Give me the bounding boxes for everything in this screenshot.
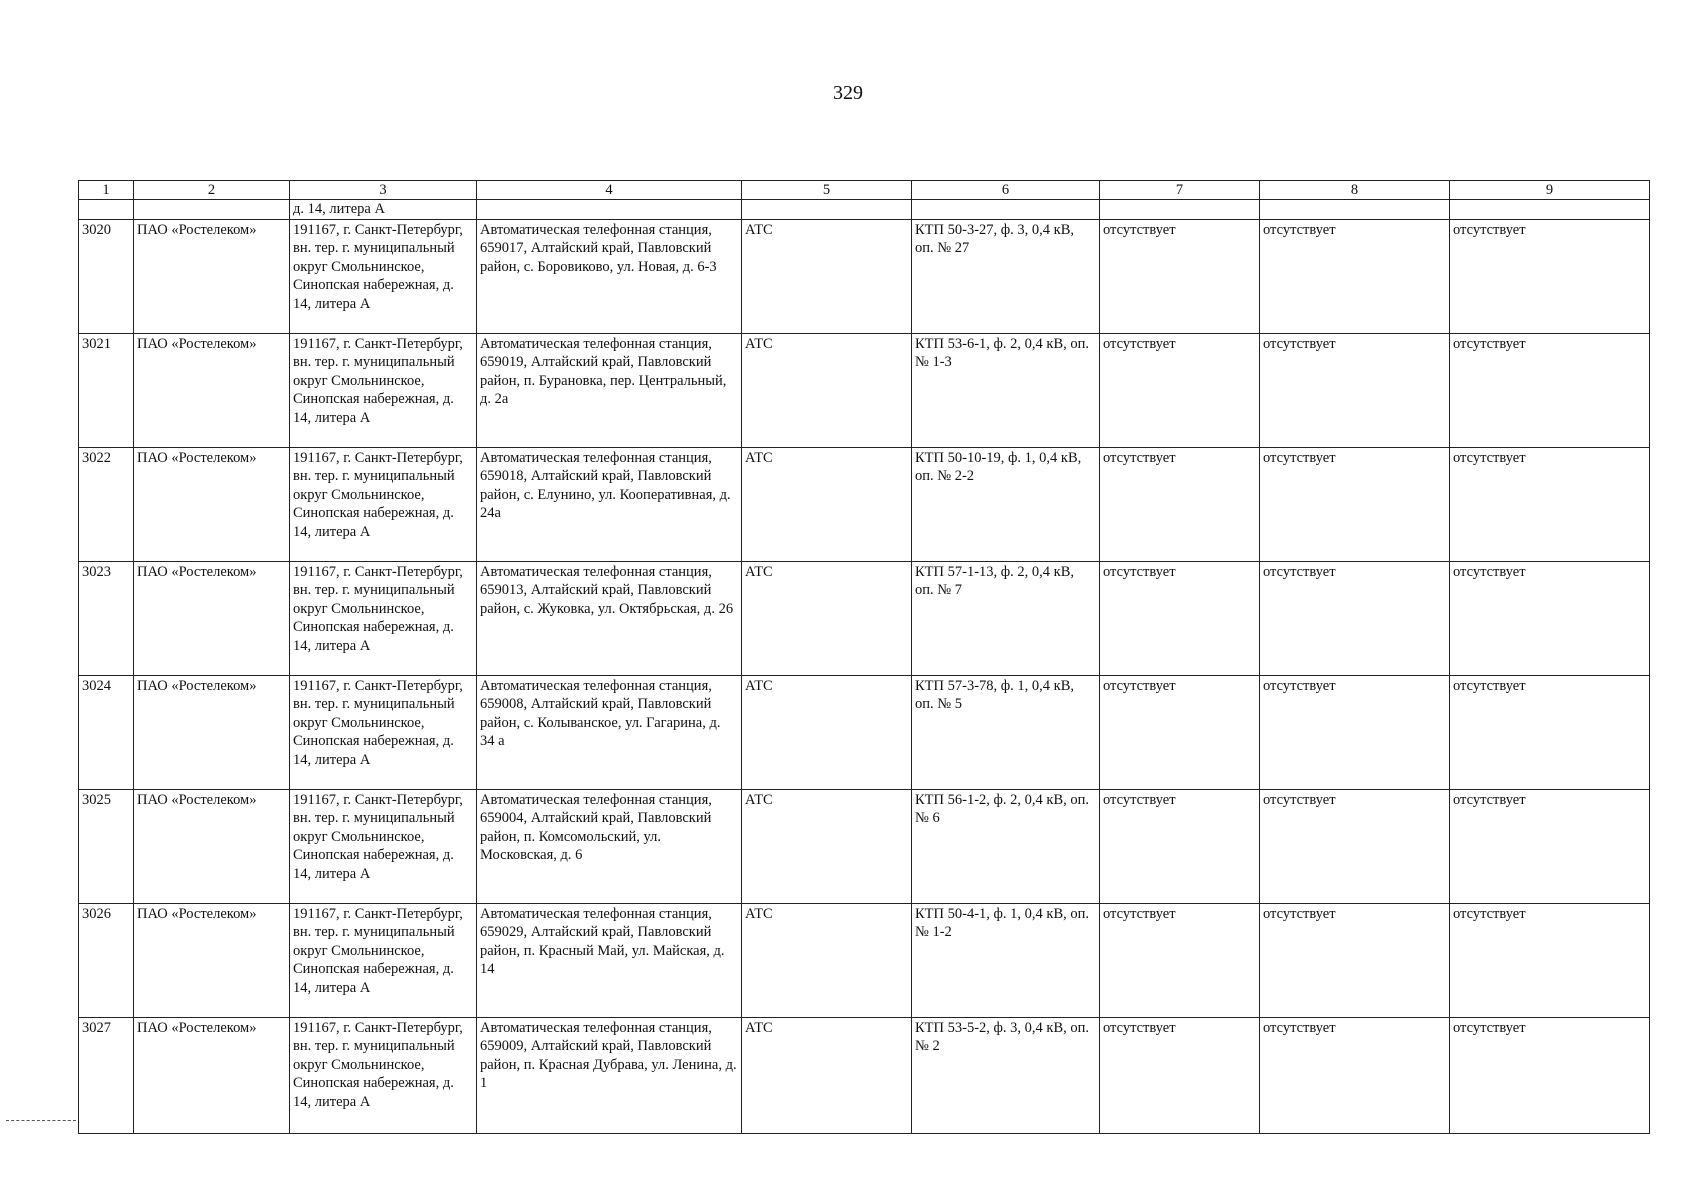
column-header: 6 <box>912 181 1100 200</box>
col9-cell: отсутствует <box>1450 561 1650 675</box>
col8-cell: отсутствует <box>1260 219 1450 333</box>
type-cell: АТС <box>742 561 912 675</box>
owner-address-cell: 191167, г. Санкт-Петербург, вн. тер. г. муниципальный округ Смольнинское, Синопская набережная, д. 14, литера А <box>290 903 477 1017</box>
col8-cell: отсутствует <box>1260 789 1450 903</box>
table-cell <box>79 200 134 220</box>
type-cell: АТС <box>742 1017 912 1133</box>
row-number: 3023 <box>79 561 134 675</box>
table-cell <box>742 200 912 220</box>
column-header: 9 <box>1450 181 1650 200</box>
col8-cell: отсутствует <box>1260 903 1450 1017</box>
table-row <box>79 447 1650 561</box>
table-row <box>79 789 1650 903</box>
table-row <box>79 675 1650 789</box>
table-cell <box>134 200 290 220</box>
connection-cell: КТП 57-1-13, ф. 2, 0,4 кВ, оп. № 7 <box>912 561 1100 675</box>
col8-cell: отсутствует <box>1260 447 1450 561</box>
owner-address-cell: 191167, г. Санкт-Петербург, вн. тер. г. муниципальный округ Смольнинское, Синопская набережная, д. 14, литера А <box>290 675 477 789</box>
connection-cell: КТП 56-1-2, ф. 2, 0,4 кВ, оп. № 6 <box>912 789 1100 903</box>
column-header: 5 <box>742 181 912 200</box>
owner-address-cell: 191167, г. Санкт-Петербург, вн. тер. г. муниципальный округ Смольнинское, Синопская набережная, д. 14, литера А <box>290 561 477 675</box>
owner-address-cell: 191167, г. Санкт-Петербург, вн. тер. г. муниципальный округ Смольнинское, Синопская набережная, д. 14, литера А <box>290 1017 477 1133</box>
row-number: 3021 <box>79 333 134 447</box>
owner-cell: ПАО «Ростелеком» <box>134 333 290 447</box>
connection-cell: КТП 50-10-19, ф. 1, 0,4 кВ, оп. № 2-2 <box>912 447 1100 561</box>
registry-table <box>78 180 1650 1134</box>
row-number: 3027 <box>79 1017 134 1133</box>
object-cell: Автоматическая телефонная станция, 659009, Алтайский край, Павловский район, п. Красная Дубрава, ул. Ленина, д. 1 <box>477 1017 742 1133</box>
row-number: 3025 <box>79 789 134 903</box>
page-number: 329 <box>833 82 863 104</box>
connection-cell: КТП 50-4-1, ф. 1, 0,4 кВ, оп. № 1-2 <box>912 903 1100 1017</box>
col7-cell: отсутствует <box>1100 675 1260 789</box>
object-cell: Автоматическая телефонная станция, 659018, Алтайский край, Павловский район, с. Елунино, ул. Кооперативная, д. 24а <box>477 447 742 561</box>
column-header: 4 <box>477 181 742 200</box>
table-cell <box>477 200 742 220</box>
col9-cell: отсутствует <box>1450 675 1650 789</box>
table-cell <box>912 200 1100 220</box>
type-cell: АТС <box>742 447 912 561</box>
col8-cell: отсутствует <box>1260 1017 1450 1133</box>
col8-cell: отсутствует <box>1260 561 1450 675</box>
owner-address-cell: 191167, г. Санкт-Петербург, вн. тер. г. муниципальный округ Смольнинское, Синопская набережная, д. 14, литера А <box>290 789 477 903</box>
table-cell: д. 14, литера А <box>290 200 477 220</box>
column-header: 3 <box>290 181 477 200</box>
table-row <box>79 903 1650 1017</box>
owner-cell: ПАО «Ростелеком» <box>134 903 290 1017</box>
col7-cell: отсутствует <box>1100 333 1260 447</box>
row-number: 3022 <box>79 447 134 561</box>
col8-cell: отсутствует <box>1260 675 1450 789</box>
column-header: 2 <box>134 181 290 200</box>
type-cell: АТС <box>742 903 912 1017</box>
object-cell: Автоматическая телефонная станция, 659029, Алтайский край, Павловский район, п. Красный Май, ул. Майская, д. 14 <box>477 903 742 1017</box>
owner-address-cell: 191167, г. Санкт-Петербург, вн. тер. г. муниципальный округ Смольнинское, Синопская набережная, д. 14, литера А <box>290 447 477 561</box>
table-cell <box>1260 200 1450 220</box>
table-row <box>79 333 1650 447</box>
col9-cell: отсутствует <box>1450 447 1650 561</box>
type-cell: АТС <box>742 789 912 903</box>
table-row <box>79 561 1650 675</box>
object-cell: Автоматическая телефонная станция, 659019, Алтайский край, Павловский район, п. Бурановка, пер. Центральный, д. 2а <box>477 333 742 447</box>
object-cell: Автоматическая телефонная станция, 659008, Алтайский край, Павловский район, с. Колыванское, ул. Гагарина, д. 34 а <box>477 675 742 789</box>
col9-cell: отсутствует <box>1450 1017 1650 1133</box>
table-cell <box>1100 200 1260 220</box>
row-number: 3024 <box>79 675 134 789</box>
column-header: 8 <box>1260 181 1450 200</box>
scan-margin-mark <box>6 1120 76 1121</box>
table-row <box>79 1017 1650 1133</box>
col7-cell: отсутствует <box>1100 1017 1260 1133</box>
owner-address-cell: 191167, г. Санкт-Петербург, вн. тер. г. муниципальный округ Смольнинское, Синопская набережная, д. 14, литера А <box>290 219 477 333</box>
col9-cell: отсутствует <box>1450 333 1650 447</box>
type-cell: АТС <box>742 333 912 447</box>
type-cell: АТС <box>742 675 912 789</box>
object-cell: Автоматическая телефонная станция, 659017, Алтайский край, Павловский район, с. Боровиково, ул. Новая, д. 6-3 <box>477 219 742 333</box>
row-number: 3020 <box>79 219 134 333</box>
owner-cell: ПАО «Ростелеком» <box>134 1017 290 1133</box>
connection-cell: КТП 57-3-78, ф. 1, 0,4 кВ, оп. № 5 <box>912 675 1100 789</box>
connection-cell: КТП 53-5-2, ф. 3, 0,4 кВ, оп. № 2 <box>912 1017 1100 1133</box>
col7-cell: отсутствует <box>1100 219 1260 333</box>
col9-cell: отсутствует <box>1450 219 1650 333</box>
owner-cell: ПАО «Ростелеком» <box>134 561 290 675</box>
header-row <box>79 181 1650 200</box>
table-row <box>79 219 1650 333</box>
col7-cell: отсутствует <box>1100 447 1260 561</box>
owner-cell: ПАО «Ростелеком» <box>134 447 290 561</box>
table-cell <box>1450 200 1650 220</box>
owner-address-cell: 191167, г. Санкт-Петербург, вн. тер. г. муниципальный округ Смольнинское, Синопская набережная, д. 14, литера А <box>290 333 477 447</box>
col7-cell: отсутствует <box>1100 561 1260 675</box>
owner-cell: ПАО «Ростелеком» <box>134 219 290 333</box>
continuation-row <box>79 200 1650 220</box>
col9-cell: отсутствует <box>1450 903 1650 1017</box>
connection-cell: КТП 50-3-27, ф. 3, 0,4 кВ, оп. № 27 <box>912 219 1100 333</box>
owner-cell: ПАО «Ростелеком» <box>134 675 290 789</box>
connection-cell: КТП 53-6-1, ф. 2, 0,4 кВ, оп. № 1-3 <box>912 333 1100 447</box>
col8-cell: отсутствует <box>1260 333 1450 447</box>
object-cell: Автоматическая телефонная станция, 659004, Алтайский край, Павловский район, п. Комсомольский, ул. Московская, д. 6 <box>477 789 742 903</box>
owner-cell: ПАО «Ростелеком» <box>134 789 290 903</box>
object-cell: Автоматическая телефонная станция, 659013, Алтайский край, Павловский район, с. Жуковка, ул. Октябрьская, д. 26 <box>477 561 742 675</box>
col9-cell: отсутствует <box>1450 789 1650 903</box>
col7-cell: отсутствует <box>1100 789 1260 903</box>
col7-cell: отсутствует <box>1100 903 1260 1017</box>
column-header: 1 <box>79 181 134 200</box>
row-number: 3026 <box>79 903 134 1017</box>
column-header: 7 <box>1100 181 1260 200</box>
type-cell: АТС <box>742 219 912 333</box>
